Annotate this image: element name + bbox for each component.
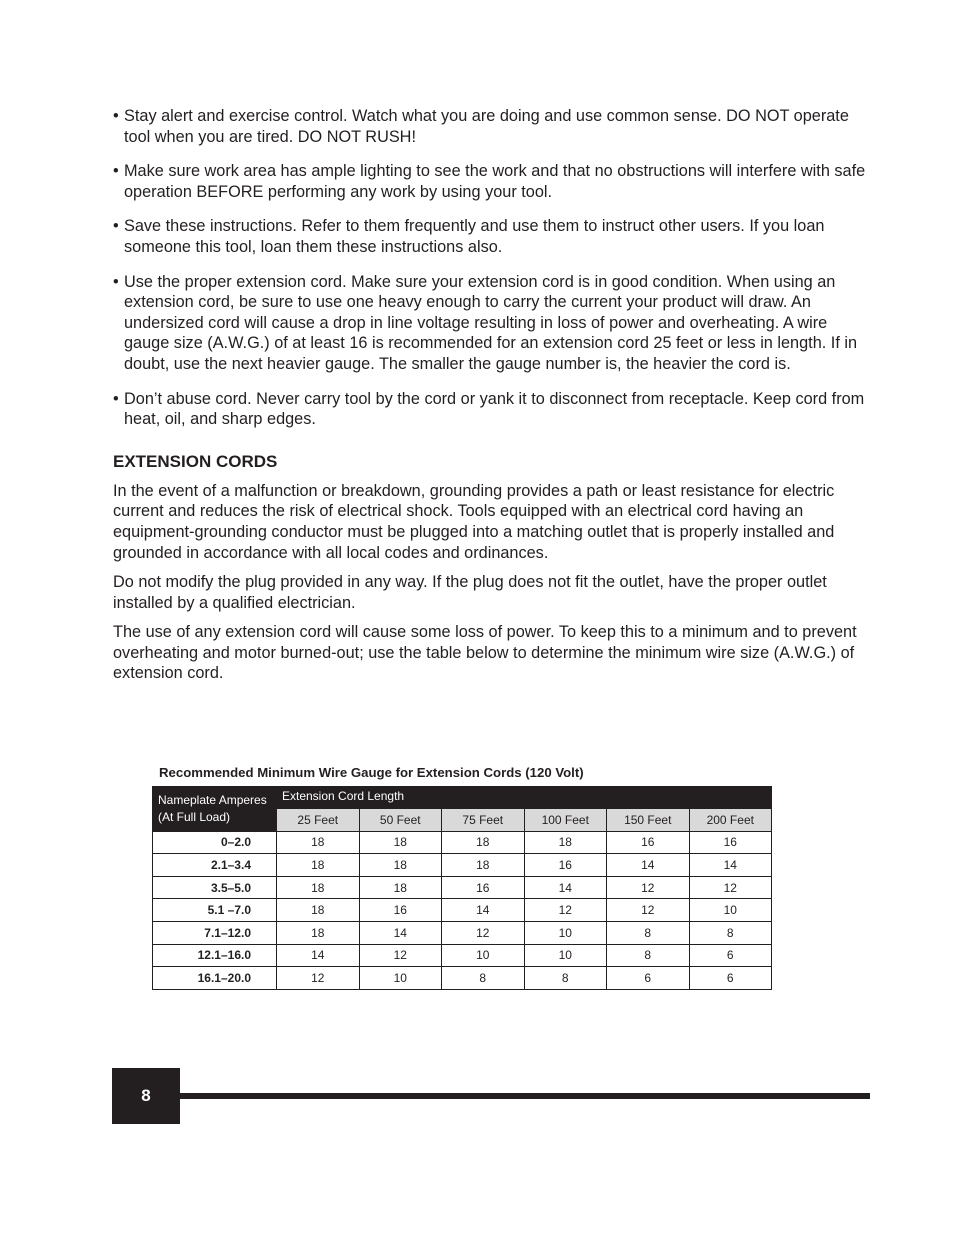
amps-cell: 2.1–3.4 — [153, 854, 277, 877]
gauge-cell: 16 — [607, 831, 690, 854]
bullet-item — [113, 216, 873, 257]
gauge-cell: 18 — [359, 854, 442, 877]
gauge-cell: 18 — [442, 854, 525, 877]
amps-cell: 16.1–20.0 — [153, 967, 277, 990]
gauge-cell: 14 — [607, 854, 690, 877]
gauge-cell: 6 — [689, 944, 772, 967]
gauge-cell: 12 — [442, 921, 525, 944]
gauge-cell: 16 — [442, 876, 525, 899]
section-paragraph: In the event of a malfunction or breakdown, grounding provides a path or least resistance for electric current and reduces the risk of electrical shock. Tools equipped with an electrical cord having an equipment-grounding conductor must be plugged into a matching outlet that is properly installed and grounded in accordance with all local codes and ordinances. — [113, 481, 835, 562]
page-number: 8 — [141, 1086, 151, 1105]
bullet-text: Stay alert and exercise control. Watch what you are doing and use common sense. DO NOT operate tool when you are tired. DO NOT RUSH! — [124, 107, 849, 146]
bullet-text: Don’t abuse cord. Never carry tool by the cord or yank it to disconnect from receptacle. Keep cord from heat, oil, and sharp edges. — [124, 389, 865, 429]
amps-cell: 5.1 –7.0 — [153, 899, 277, 922]
bullet-symbol: • — [113, 272, 119, 291]
gauge-cell: 10 — [524, 921, 607, 944]
safety-bullet-list — [113, 106, 873, 430]
amps-column-header — [153, 787, 277, 832]
bullet-item — [113, 272, 873, 375]
gauge-cell: 14 — [689, 854, 772, 877]
table-title: Recommended Minimum Wire Gauge for Extension Cords (120 Volt) — [159, 765, 584, 780]
bullet-item — [113, 106, 873, 147]
length-column-header: 200 Feet — [689, 809, 772, 832]
gauge-cell: 8 — [607, 944, 690, 967]
bullet-symbol: • — [113, 107, 119, 125]
section-paragraph: Do not modify the plug provided in any way. If the plug does not fit the outlet, have the proper outlet installed by a qualified electrician. — [113, 573, 827, 612]
page-content — [113, 106, 873, 693]
gauge-cell: 18 — [277, 876, 360, 899]
gauge-cell: 10 — [524, 944, 607, 967]
footer-rule — [180, 1093, 870, 1099]
amps-header-line2: (At Full Load) — [158, 810, 231, 824]
gauge-cell: 18 — [359, 876, 442, 899]
gauge-cell: 8 — [607, 921, 690, 944]
length-column-header: 100 Feet — [524, 809, 607, 832]
gauge-cell: 6 — [607, 967, 690, 990]
wire-gauge-table — [152, 786, 772, 990]
gauge-cell: 18 — [277, 899, 360, 922]
amps-cell: 0–2.0 — [153, 831, 277, 854]
gauge-cell: 18 — [524, 831, 607, 854]
gauge-cell: 12 — [359, 944, 442, 967]
length-column-header: 50 Feet — [359, 809, 442, 832]
amps-header-line1: Nameplate Amperes — [158, 793, 267, 807]
gauge-cell: 12 — [607, 899, 690, 922]
table-row — [153, 944, 772, 967]
bullet-text: Make sure work area has ample lighting to see the work and that no obstructions will interfere with safe operation BEFORE performing any work by using your tool. — [124, 162, 866, 201]
bullet-symbol: • — [113, 217, 119, 236]
gauge-cell: 14 — [277, 944, 360, 967]
gauge-cell: 16 — [359, 899, 442, 922]
gauge-cell: 18 — [359, 831, 442, 854]
gauge-cell: 16 — [524, 854, 607, 877]
length-group-header: Extension Cord Length — [277, 787, 772, 809]
gauge-cell: 16 — [689, 831, 772, 854]
gauge-cell: 10 — [442, 944, 525, 967]
gauge-cell: 18 — [277, 921, 360, 944]
table-row — [153, 921, 772, 944]
gauge-cell: 12 — [689, 876, 772, 899]
gauge-cell: 8 — [524, 967, 607, 990]
bullet-item — [113, 161, 873, 202]
wire-gauge-table-section — [152, 765, 771, 990]
amps-cell: 3.5–5.0 — [153, 876, 277, 899]
bullet-text: Use the proper extension cord. Make sure your extension cord is in good condition. When using an extension cord, be sure to use one heavy enough to carry the current your product will draw. An undersized cord will cause a drop in line voltage resulting in loss of power and overheating. A wire gauge size (A.W.G.) of at least 16 is recommended for an extension cord 25 feet or less in length. If in doubt, use the next heavier gauge. The smaller the gauge number is, the heavier the cord is. — [124, 272, 858, 373]
gauge-cell: 12 — [607, 876, 690, 899]
gauge-cell: 8 — [442, 967, 525, 990]
amps-cell: 12.1–16.0 — [153, 944, 277, 967]
gauge-cell: 18 — [277, 854, 360, 877]
gauge-cell: 10 — [689, 899, 772, 922]
bullet-symbol: • — [113, 162, 119, 181]
table-row — [153, 854, 772, 877]
length-column-header: 25 Feet — [277, 809, 360, 832]
gauge-cell: 10 — [359, 967, 442, 990]
gauge-cell: 12 — [524, 899, 607, 922]
gauge-cell: 18 — [442, 831, 525, 854]
gauge-cell: 8 — [689, 921, 772, 944]
table-row — [153, 831, 772, 854]
table-row — [153, 876, 772, 899]
gauge-cell: 18 — [277, 831, 360, 854]
gauge-cell: 14 — [524, 876, 607, 899]
bullet-text: Save these instructions. Refer to them frequently and use them to instruct other users. If you loan someone this tool, loan them these instructions also. — [124, 217, 825, 256]
section-paragraph: The use of any extension cord will cause some loss of power. To keep this to a minimum and to prevent overheating and motor burned-out; use the table below to determine the minimum wire size (A.W.G.) of extension cord. — [113, 623, 857, 683]
gauge-cell: 6 — [689, 967, 772, 990]
gauge-cell: 14 — [442, 899, 525, 922]
section-heading: EXTENSION CORDS — [113, 451, 278, 471]
length-column-header: 150 Feet — [607, 809, 690, 832]
gauge-cell: 12 — [277, 967, 360, 990]
table-row — [153, 967, 772, 990]
amps-cell: 7.1–12.0 — [153, 921, 277, 944]
bullet-symbol: • — [113, 389, 119, 408]
bullet-item — [113, 389, 873, 430]
length-column-header: 75 Feet — [442, 809, 525, 832]
page-number-box — [112, 1068, 180, 1124]
gauge-cell: 14 — [359, 921, 442, 944]
table-row — [153, 899, 772, 922]
